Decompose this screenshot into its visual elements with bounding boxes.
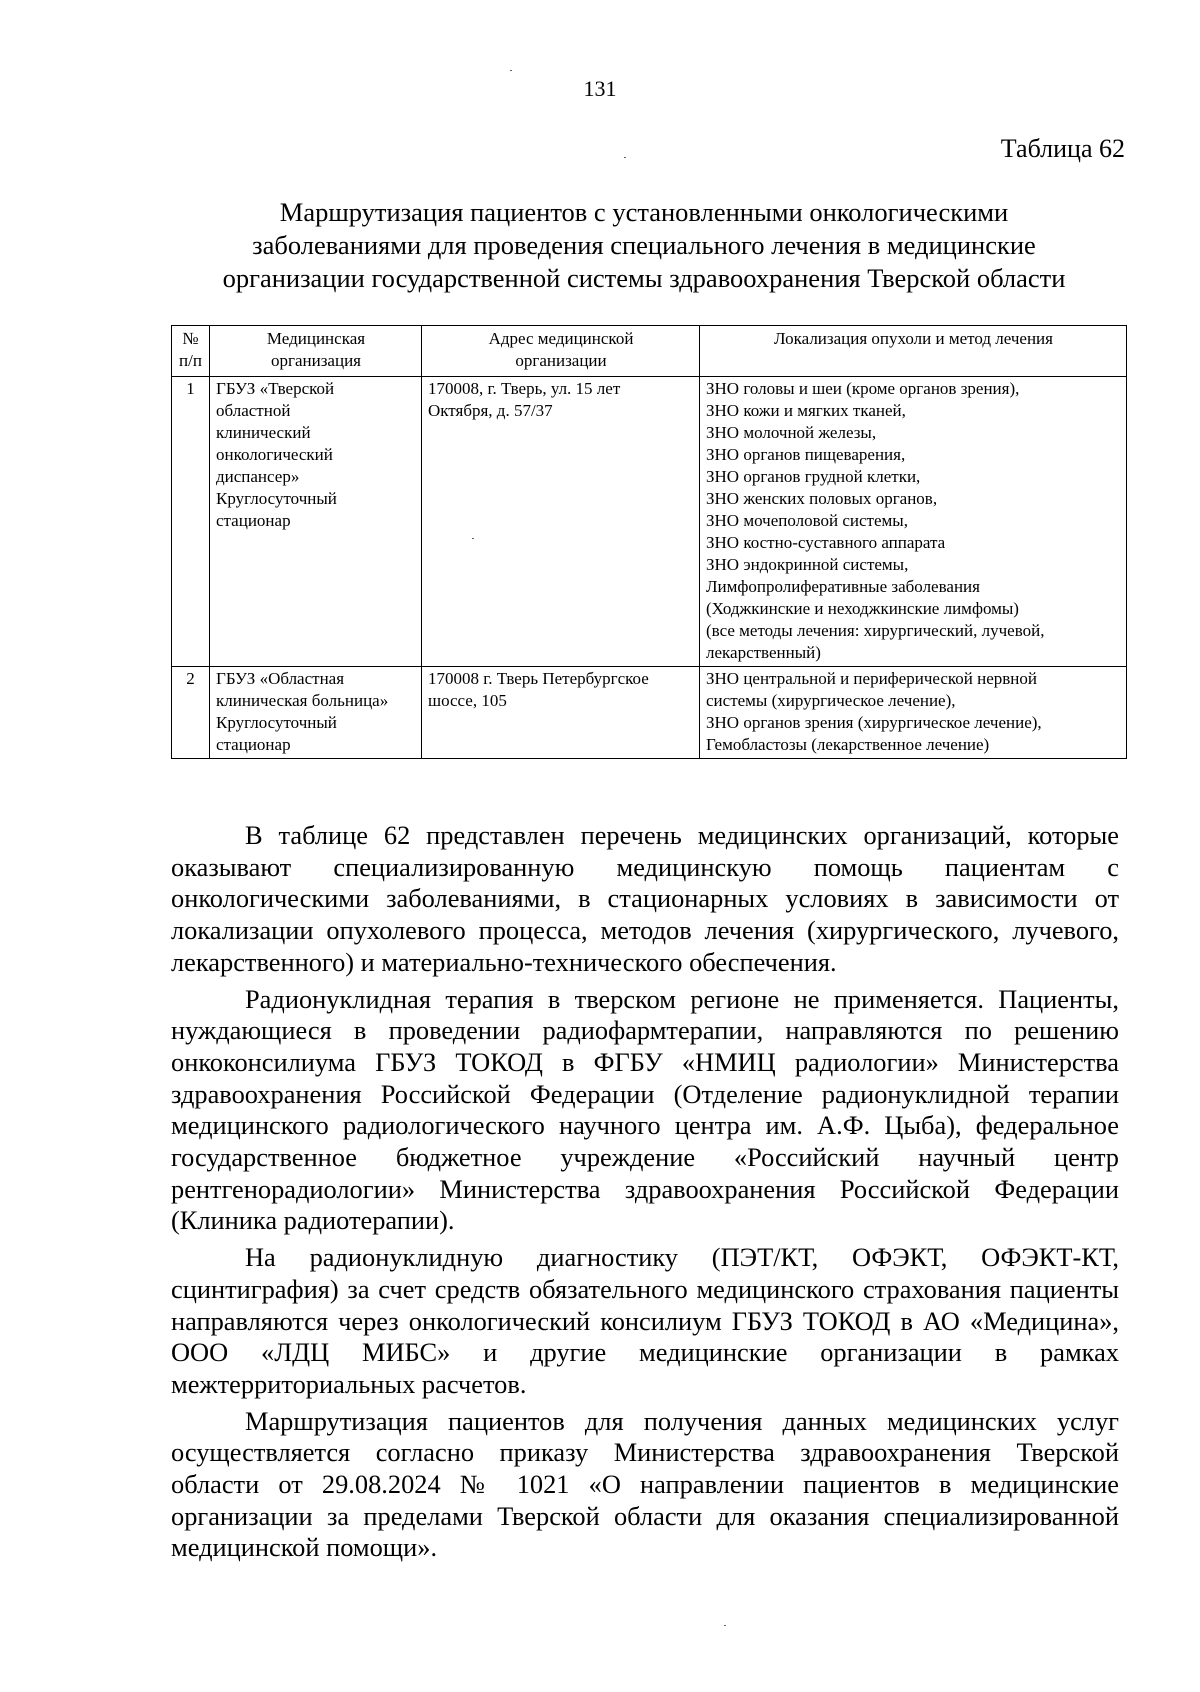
scan-speck (724, 1625, 726, 1626)
address-cell: 170008 г. Тверь Петербургское шоссе, 105 (422, 667, 700, 759)
organization-cell: ГБУЗ «Тверской областной клинический онкологический диспансер» Круглосуточный стационар (210, 377, 422, 667)
organization-cell: ГБУЗ «Областная клиническая больница» Круглосуточный стационар (210, 667, 422, 759)
paragraph: Маршрутизация пациентов для получения данных медицинских услуг осуществляется согласно приказу Министерства здравоохранения Тверской области от 29.08.2024 № 1021 «О направлении пациентов в медицинские организации за пределами Тверской области для оказания специализированной медицинской помощи». (171, 1405, 1119, 1563)
title-line: заболеваниями для проведения специального лечения в медицинские (252, 230, 1036, 260)
scan-speck (472, 538, 474, 539)
table-row (172, 667, 1127, 759)
row-number: 2 (172, 667, 210, 759)
page-number: 131 (583, 76, 617, 101)
paragraph: На радионуклидную диагностику (ПЭТ/КТ, ОФЭКТ, ОФЭКТ-КТ, сцинтиграфия) за счет средств обязательного медицинского страхования пациенты направляются через онкологический консилиум ГБУЗ ТОКОД в АО «Медицина», ООО «ЛДЦ МИБС» и другие медицинские организации в рамках межтерриториальных расчетов. (171, 1242, 1119, 1399)
localization-cell: ЗНО центральной и периферической нервной системы (хирургическое лечение), ЗНО органов зрения (хирургическое лечение), Гемобластозы (лекарственное лечение) (700, 667, 1127, 759)
body-text (171, 820, 1119, 1564)
scan-speck (624, 157, 626, 158)
title-line: Маршрутизация пациентов с установленными онкологическими (279, 197, 1009, 227)
table-header-row (172, 326, 1127, 377)
scan-speck (510, 70, 512, 71)
paragraph: Радионуклидная терапия в тверском регионе не применяется. Пациенты, нуждающиеся в проведении радиофармтерапии, направляются по решению онкоконсилиума ГБУЗ ТОКОД в ФГБУ «НМИЦ радиологии» Министерства здравоохранения Российской Федерации (Отделение радионуклидной терапии медицинского радиологического научного центра им. А.Ф. Цыба), федеральное государственное бюджетное учреждение «Российский научный центр рентгенорадиологии» Министерства здравоохранения Российской Федерации (Клиника радиотерапии). (171, 983, 1119, 1236)
header-organization: Медицинская организация (210, 326, 422, 377)
routing-table (171, 325, 1127, 759)
document-title (170, 196, 1118, 295)
header-localization: Локализация опухоли и метод лечения (700, 326, 1127, 377)
table-label: Таблица 62 (1000, 134, 1125, 163)
table-row (172, 377, 1127, 667)
address-cell: 170008, г. Тверь, ул. 15 лет Октября, д. 57/37 (422, 377, 700, 667)
row-number: 1 (172, 377, 210, 667)
header-address: Адрес медицинской организации (422, 326, 700, 377)
title-line: организации государственной системы здравоохранения Тверской области (222, 263, 1066, 293)
header-number: № п/п (172, 326, 210, 377)
paragraph: В таблице 62 представлен перечень медицинских организаций, которые оказывают специализированную медицинскую помощь пациентам с онкологическими заболеваниями, в стационарных условиях в зависимости от локализации опухолевого процесса, методов лечения (хирургического, лучевого, лекарственного) и материально-технического обеспечения. (171, 820, 1119, 977)
localization-cell: ЗНО головы и шеи (кроме органов зрения), ЗНО кожи и мягких тканей, ЗНО молочной железы, ЗНО органов пищеварения, ЗНО органов грудной клетки, ЗНО женских половых органов, ЗНО мочеполовой системы, ЗНО костно-суставного аппарата ЗНО эндокринной системы, Лимфопролиферативные заболевания (Ходжкинские и неходжкинские лимфомы) (все методы лечения: хирургический, лучевой, лекарственный) (700, 377, 1127, 667)
